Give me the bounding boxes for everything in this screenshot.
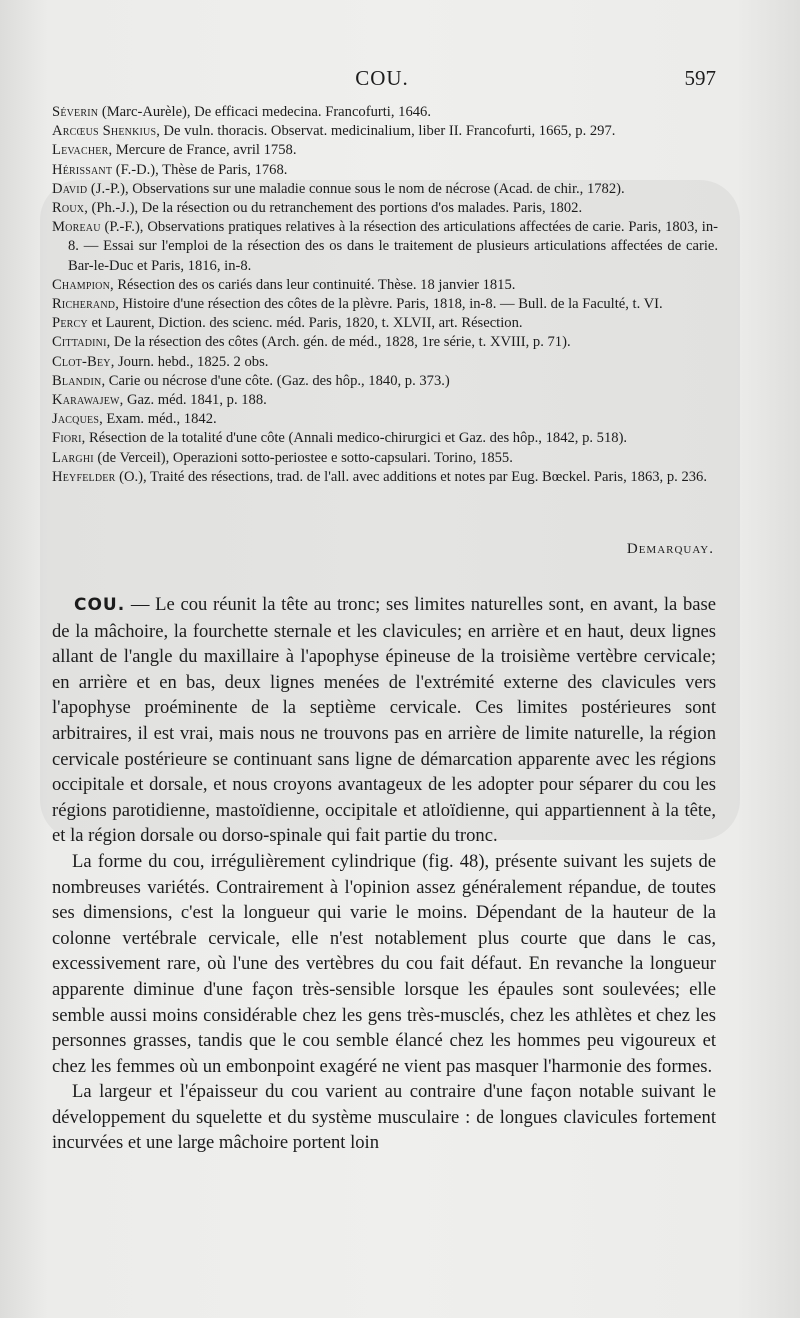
bibliography-entry	[52, 391, 718, 410]
bibliography-entry	[52, 314, 718, 333]
bibliography-author: Fiori	[52, 430, 82, 447]
bibliography-text: , De vuln. thoracis. Observat. medicinalium, liber II. Francofurti, 1665, p. 297.	[156, 123, 616, 140]
bibliography-entry	[52, 161, 718, 180]
bibliography-author: Percy	[52, 315, 88, 332]
bibliography-entry	[52, 372, 718, 391]
bibliography-entry	[52, 333, 718, 352]
bibliography-entry	[52, 218, 718, 276]
bibliography-author: Jacques	[52, 411, 100, 428]
bibliography-author: Richerand	[52, 296, 116, 313]
bibliography-text: (P.-F.), Observations pratiques relatives à la résection des articulations affectées de carie. Paris, 1803, in-8. — Essai sur l'emploi de la résection des os dans le traitement de plusieurs articulations affectées de carie. Bar-le-Duc et Paris, 1816, in-8.	[68, 219, 718, 274]
article-headword: COU.	[74, 595, 126, 615]
bibliography-entry	[52, 410, 718, 429]
bibliography-text: , Carie ou nécrose d'une côte. (Gaz. des hôp., 1840, p. 373.)	[101, 372, 450, 389]
bibliography-entry	[52, 199, 718, 218]
bibliography-entry	[52, 180, 718, 199]
bibliography-author: Clot-Bey	[52, 353, 111, 370]
bibliography-text: (de Verceil), Operazioni sotto-periostee e sotto-capsulari. Torino, 1855.	[93, 449, 513, 466]
bibliography-text: , Histoire d'une résection des côtes de la plèvre. Paris, 1818, in-8. — Bull. de la Faculté, t. VI.	[115, 296, 663, 313]
bibliography-entry	[52, 103, 718, 122]
bibliography-list	[52, 103, 718, 487]
bibliography-entry	[52, 295, 718, 314]
bibliography-author: Hérissant	[52, 161, 113, 178]
bibliography-text: , Résection de la totalité d'une côte (Annali medico-chirurgici et Gaz. des hôp., 1842, p. 518).	[81, 430, 628, 447]
bibliography-entry	[52, 276, 718, 295]
bibliography-text: , (Ph.-J.), De la résection ou du retranchement des portions d'os malades. Paris, 1802.	[84, 200, 583, 217]
running-title: COU.	[355, 66, 409, 90]
bibliography-author: Séverin	[52, 104, 99, 120]
bibliography-author: Karawajew	[52, 392, 120, 409]
bibliography-author: David	[52, 180, 88, 197]
bibliography-text: (Marc-Aurèle), De efficaci medecina. Francofurti, 1646.	[98, 104, 431, 120]
bibliography-author: Moreau	[52, 219, 101, 236]
bibliography-author: Cittadini	[52, 334, 107, 351]
bibliography-text: (F.-D.), Thèse de Paris, 1768.	[112, 161, 288, 178]
bibliography-text: , Résection des os cariés dans leur continuité. Thèse. 18 janvier 1815.	[110, 276, 516, 293]
bibliography-entry	[52, 353, 718, 372]
bibliography-author: Roux	[52, 200, 85, 217]
page-header	[48, 66, 716, 94]
bibliography-text: , Gaz. méd. 1841, p. 188.	[119, 392, 267, 409]
bibliography-entry	[52, 429, 718, 448]
bibliography-entry	[52, 449, 718, 468]
bibliography-author: Levacher	[52, 142, 109, 159]
article-paragraph	[52, 849, 716, 1079]
bibliography-text: , De la résection des côtes (Arch. gén. de méd., 1828, 1re série, t. XVIII, p. 71).	[106, 334, 571, 351]
bibliography-author: Champion	[52, 276, 111, 293]
bibliography-entry	[52, 468, 718, 487]
bibliography-text: , Mercure de France, avril 1758.	[108, 142, 297, 159]
bibliography-text: et Laurent, Diction. des scienc. méd. Paris, 1820, t. XLVII, art. Résection.	[87, 315, 523, 332]
bibliography-text: (O.), Traité des résections, trad. de l'all. avec additions et notes par Eug. Bœckel. Paris, 1863, p. 236.	[115, 468, 707, 485]
bibliography-author: Arcœus Shenkius	[52, 123, 157, 140]
paragraph-text: La largeur et l'épaisseur du cou varient au contraire d'une façon notable suivant le développement du squelette et du système musculaire : de longues clavicules fortement incurvées et une large mâchoire portent loin	[52, 1081, 716, 1154]
bibliography-text: (J.-P.), Observations sur une maladie connue sous le nom de nécrose (Acad. de chir., 1782).	[87, 180, 625, 197]
page-number: 597	[684, 66, 716, 90]
bibliography-entry	[52, 141, 718, 160]
article-paragraph	[52, 592, 716, 849]
article-paragraph	[52, 1079, 716, 1156]
bibliography-text: , Exam. méd., 1842.	[99, 411, 217, 428]
paragraph-text: La forme du cou, irrégulièrement cylindrique (fig. 48), présente suivant les sujets de nombreuses variétés. Contrairement à l'opinion assez généralement répandue, de toutes ses dimensions, c'est la longueur qui varie le moins. Dépendant de la hauteur de la colonne vertébrale cervicale, elle n'est notablement plus courte que dans le cas, excessivement rare, où l'une des vertèbres du cou fait défaut. En revanche la longueur apparente diminue d'une façon très-sensible lorsque les épaules sont soulevées; elle semble aussi moins considérable chez les gens très-musclés, chez les athlètes et chez les personnes grasses, tandis que le cou semble élancé chez les hommes peu vigoureux et chez les femmes où un embonpoint exagéré ne vient pas masquer l'harmonie des formes.	[52, 850, 716, 1077]
bibliography-entry	[52, 122, 718, 141]
bibliography-author: Blandin	[52, 372, 102, 389]
bibliography-author: Larghi	[52, 449, 94, 466]
bibliography-text: , Journ. hebd., 1825. 2 obs.	[110, 353, 269, 370]
article-body	[52, 592, 716, 1156]
paragraph-text: — Le cou réunit la tête au tronc; ses limites naturelles sont, en avant, la base de la mâchoire, la fourchette sternale et les clavicules; en arrière et en haut, deux lignes allant de l'angle du maxillaire à l'apophyse épineuse de la troisième vertèbre cervicale; en arrière et en bas, deux lignes menées de l'extrémité externe des clavicules vers l'apophyse proéminente de la septième cervicale. Ces limites postérieures sont arbitraires, il est vrai, mais nous ne trouvons pas en arrière de limite naturelle, la région cervicale postérieure se continuant sans ligne de démarcation apparente avec les régions occipitale et dorsale, et nous croyons avantageux de les adopter pour séparer du cou les régions parotidienne, mastoïdienne, occipitale et atloïdienne, qui appartiennent à la tête, et la région dorsale ou dorso-spinale qui fait partie du tronc.	[52, 594, 716, 847]
bibliography-author: Heyfelder	[52, 468, 116, 485]
author-signature: Demarquay.	[626, 541, 714, 557]
